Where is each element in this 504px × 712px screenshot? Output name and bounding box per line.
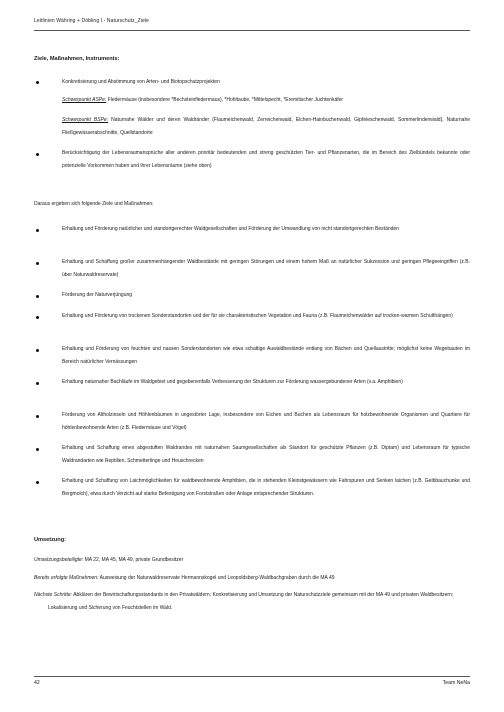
section-heading-umsetzung: Umsetzung: <box>34 537 67 543</box>
partners-label: Umsetzungsbeteiligte: <box>34 557 84 563</box>
bullet-icon <box>36 229 39 232</box>
bullet-icon <box>36 481 39 484</box>
running-header: Leitlinien Währing + Döbling I - Naturschutz_Ziele <box>34 18 149 24</box>
list-item: Erhaltung und Förderung von trockenen Sonderstandorten und der für sie charakteristischen Vegetation und Fauna (z.B. Flaumeichenwälder auf trocken-warmen Schutthängen) <box>62 313 453 319</box>
list-item: Erhaltung und Schaffung von Laichmöglichkeiten für waldbewohnende Amphibien, die in stehenden Kleinstgewässern wie Fahrspuren und Senken laichen (z.B. Gelbbauchunke und Bergmolch), etwa durch Verzicht auf starke Befestigung von Forststraßen oder Anlage entsprechender Strukturen. <box>62 478 470 497</box>
list-item: Erhaltung naturnaher Bachläufe im Waldgebiet und gegebenenfalls Verbesserung der Strukturen zur Förderung wassergebundener Arten (v.a. Amphibien) <box>62 379 403 385</box>
implementation-partners <box>34 554 470 567</box>
list-item: Erhaltung und Schaffung großer zusammenhängender Waldbestände mit geringen Störungen und einem hohem Maß an natürlicher Sukzession und geringen Pflegeeingriffen (z.B. über Naturwaldreservate) <box>62 259 470 278</box>
list-item: Erhaltung und Förderung von feuchten und nassen Sonderstandorten wie etwa schattige Auwaldbestände entlang von Bächen und Quellaustritte; möglichst keine Wegebauten im Bereich natürlicher Vernässungen <box>62 346 470 365</box>
bullet-icon <box>36 448 39 451</box>
completed-label: Bereits erfolgte Maßnahmen: <box>34 575 99 581</box>
aspe-text: Fledermäuse (insbesondere *Bechsteinfledermaus), *Hohltaube, *Mittelspecht, *Eremitischer Juchtenkäfer <box>107 97 344 103</box>
bullet-icon <box>36 295 39 298</box>
bullet-text: Berücksichtigung der Lebensraumansprüche aller anderen prioritär bedeutenden und streng geschützten Tier- und Pflanzenarten, die im Bereich des Zielbündels bekannte oder potenzielle Vorkommen haben und ihrer Lebensräume (siehe oben) <box>62 150 470 169</box>
bspe-label: Schwerpunkt BSPe: <box>62 117 109 123</box>
bullet-text: Konkretisierung und Abstimmung von Arten- und Biotopschutzprojekten <box>62 79 220 85</box>
footer-divider <box>34 676 470 677</box>
header-divider <box>34 30 470 31</box>
list-item: Erhaltung und Schaffung eines abgestuften Waldrandes mit naturnahen Saumgesellschaften als Standort für geschützte Pflanzen (z.B. Diptam) und Lebensraum für typische Waldrandarten wie Reptilien, Schmetterlinge und Heuschrecken <box>62 445 470 464</box>
next-steps-label: Nächste Schritte: <box>34 592 73 598</box>
completed-text: Ausweisung der Naturwaldreservate Hermannskogel und Leopoldsberg-Waldbachgraben durch die MA 49 <box>99 575 335 581</box>
completed-measures <box>34 572 470 585</box>
footer-author: Team NeNa <box>442 680 470 686</box>
bullet-icon <box>36 415 39 418</box>
list-item: Erhaltung und Förderung natürlicher und standortgerechter Waldgesellschaften und Förderung der Umwandlung von nicht standortgerechten Beständen <box>62 226 399 232</box>
page-number: 42 <box>34 680 40 686</box>
list-item: Förderung von Altholzinseln und Höhlenbäumen in ungestörter Lage, insbesondere von Eichen und Buchen als Lebensraum für holzbewohnende Organismen und Quartiere für höhlenbewohnende Arten (z.B. Fledermäuse und Vögel) <box>62 412 470 431</box>
bspe-text: Naturnahe Wälder und deren Waldränder (Flaumeichenwald, Zerreichenwald, Eichen-Hainbuchenwald, Gipfeleschenwald, Sommerlindenwald), Naturnahe Fließgewässerabschnitte, Quellstandorte <box>62 117 471 136</box>
partners-text: MA 22, MA 45, MA 49, private Grundbesitzer <box>84 557 184 563</box>
section-heading-ziele: Ziele, Maßnahmen, Instruments: <box>34 56 120 62</box>
bspe-paragraph <box>62 114 470 140</box>
bullet-icon <box>36 153 39 156</box>
next-steps <box>34 589 470 615</box>
list-item: Förderung der Naturverjüngung <box>62 292 133 298</box>
aspe-paragraph <box>62 94 470 107</box>
bullet-icon <box>36 262 39 265</box>
bullet-icon <box>36 316 39 319</box>
next-steps-text: Abklären der Bewirtschaftungsstandards in den Privatwäldern; Konkretisierung und Umsetzung der Naturschutzziele gemeinsam mit der MA 49 und privaten Waldbesitzern; Lokalisierung und Sicherung von Feuchtstellen im Wald. <box>48 592 454 611</box>
bullet-icon <box>36 349 39 352</box>
bullet-icon <box>36 382 39 385</box>
bullet-icon <box>36 81 39 84</box>
aspe-label: Schwerpunkt ASPe: <box>62 97 107 103</box>
intro-paragraph: Daraus ergeben sich folgende Ziele und Maßnahmen: <box>34 201 154 207</box>
